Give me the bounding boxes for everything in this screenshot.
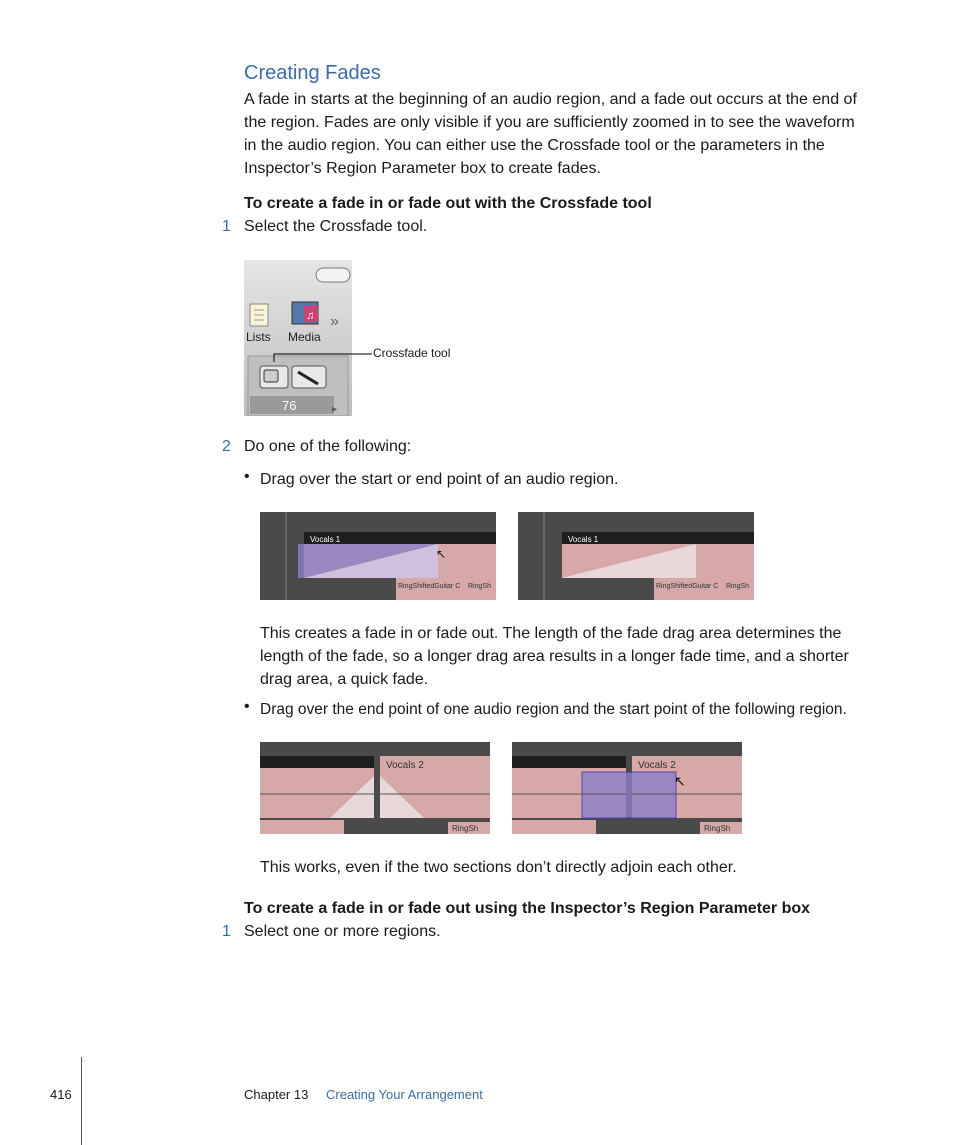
region-name: Vocals 2 [386,760,424,771]
task2-title: To create a fade in or fade out using the Inspector’s Region Parameter box [244,900,811,917]
crossfade-cursor-icon: ↖ [436,547,447,561]
crossfade-screenshot-result [260,742,490,834]
region-name: RingSh [704,824,731,833]
intro-line-1: A fade in starts at the beginning of an audio region, and a fade out occurs at the end of [244,91,857,108]
media-icon [292,302,318,324]
region-name: Vocals 1 [310,535,341,544]
crossfade-cursor-icon: ↖ [674,773,686,789]
region-name: Vocals 2 [638,760,676,771]
intro-line-3: in the audio region. You can either use the Crossfade tool or the parameters in the [244,137,825,154]
step-number: 2 [222,438,231,455]
crossfade-screenshot-drag [512,742,742,834]
page-number: 416 [50,1087,72,1102]
callout-line [272,340,372,370]
region-name: RingSh [468,583,491,590]
region-name: RingShiftedGuitar C [656,583,719,590]
lists-label: Lists [246,330,271,344]
task1-title: To create a fade in or fade out with the Crossfade tool [244,195,652,212]
arrow-right-icon: ▸ [332,404,338,415]
chevron-right-icon: » [330,313,339,330]
region-name: RingSh [726,583,749,590]
lists-icon [250,304,268,326]
footer-divider [81,1057,82,1145]
svg-text:♫: ♫ [306,310,315,322]
step-number: 1 [222,218,231,235]
fade-drag-screenshot-after [518,512,754,600]
step-text: Select the Crossfade tool. [244,218,428,235]
bullet-marker: • [244,698,250,715]
bullet2-explanation: This works, even if the two sections don’t directly adjoin each other. [260,859,737,876]
region-name: Vocals 1 [568,535,599,544]
crossfade-toolbar-screenshot [244,260,354,416]
bullet-marker: • [244,468,250,485]
crossfade-icon [264,370,278,382]
bullet1-explanation-3: drag area, a quick fade. [260,671,429,688]
pill-button [316,268,350,282]
bullet1-explanation-1: This creates a fade in or fade out. The length of the fade drag area determines the [260,625,842,642]
intro-line-2: the region. Fades are only visible if you are sufficiently zoomed in to see the waveform [244,114,855,131]
bullet1-explanation-2: length of the fade, so a longer drag area results in a longer fade time, and a shorter [260,648,849,665]
bullet-text: Drag over the end point of one audio region and the start point of the following region. [260,701,847,718]
footer-chapter: Chapter 13 [244,1087,309,1102]
fade-drag-screenshot-before [260,512,496,600]
counter-value: 76 [282,398,297,413]
step-text: Select one or more regions. [244,923,441,940]
media-label: Media [288,330,321,344]
footer-chapter-title: Creating Your Arrangement [326,1087,483,1102]
section-title: Creating Fades [244,62,381,84]
crossfade-tool-callout: Crossfade tool [373,346,451,360]
bullet-text: Drag over the start or end point of an audio region. [260,471,619,488]
intro-line-4: Inspector’s Region Parameter box to create fades. [244,160,601,177]
step-text: Do one of the following: [244,438,412,455]
step-number: 1 [222,923,231,940]
region-name: RingShiftedGuitar C [398,583,461,590]
region-name: RingSh [452,824,479,833]
